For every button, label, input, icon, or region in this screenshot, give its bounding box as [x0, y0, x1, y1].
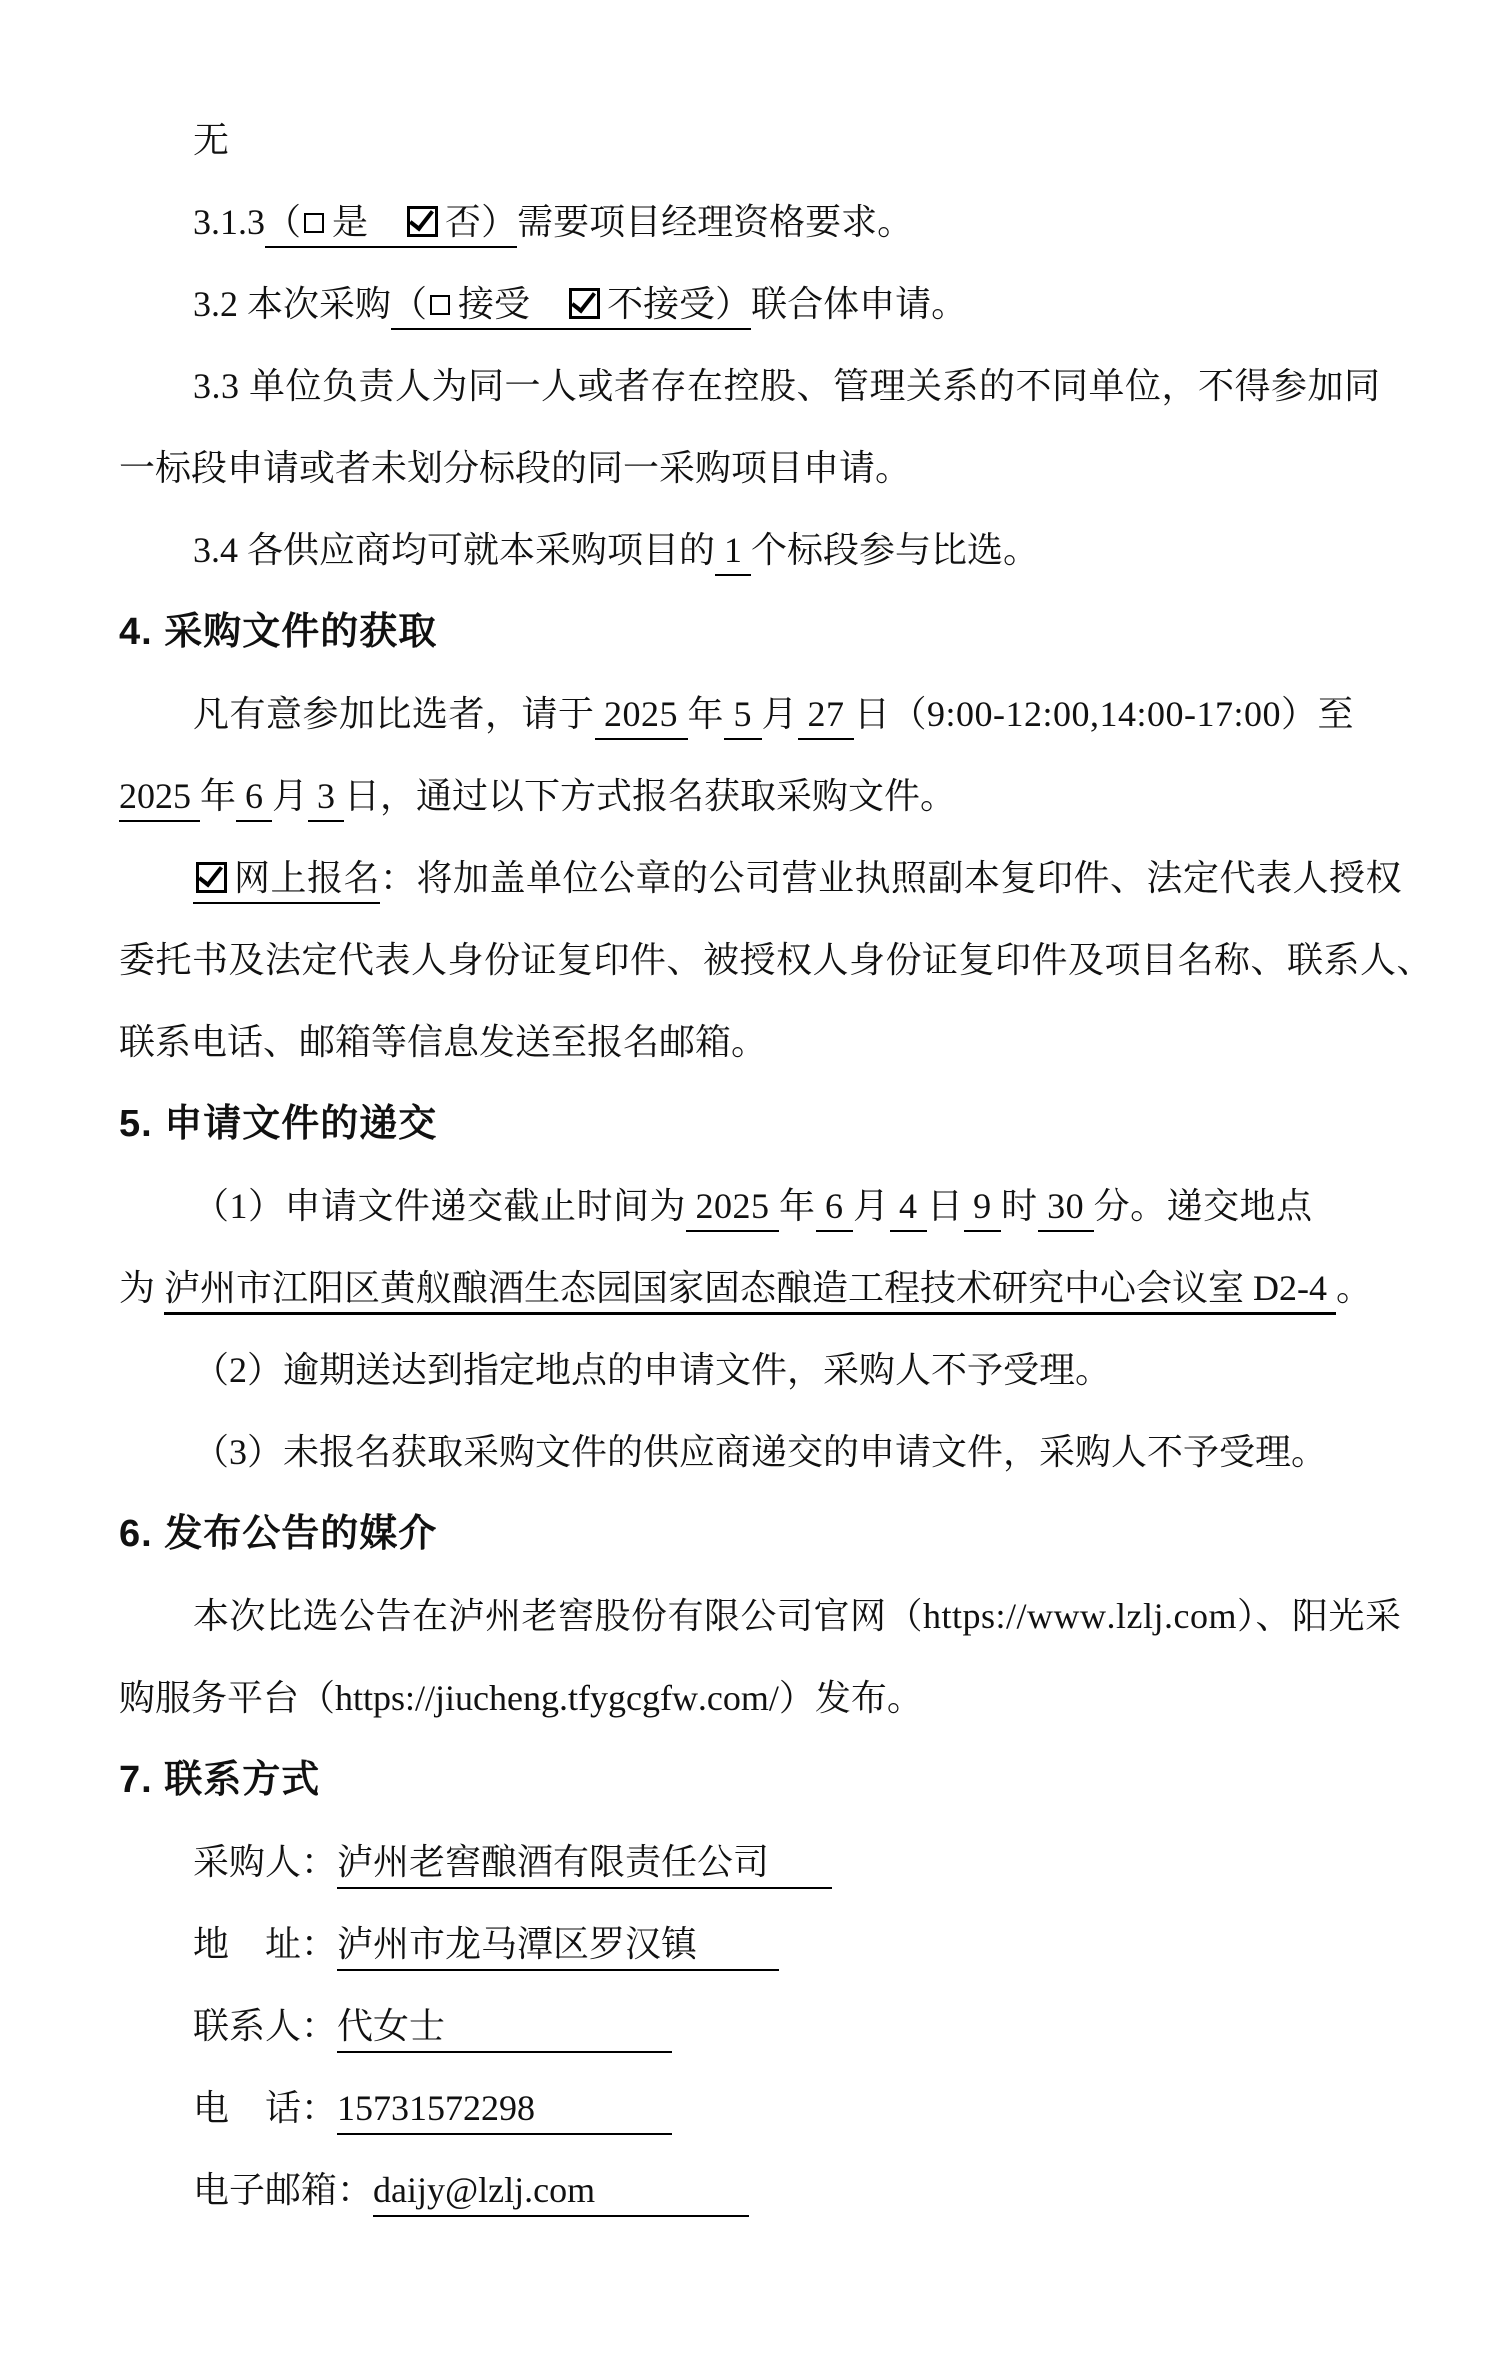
section-heading-5: [119, 1083, 1411, 1165]
line-3-2-consortium: [119, 263, 1411, 345]
text-run: 3.1.3: [193, 202, 265, 242]
line-4-obtain-a: [119, 673, 1411, 755]
text-run: 月: [272, 776, 309, 816]
contact-row-phone: [119, 2067, 1411, 2149]
line-3-1-3-project-manager: [119, 181, 1411, 263]
text-run: 6: [815, 1186, 854, 1226]
text-run: 年: [200, 776, 237, 816]
text-run: 3.3 单位负责人为同一人或者存在控股、管理关系的不同单位，不得参加同: [193, 366, 1381, 406]
line-3-3-same-controller-a: [119, 345, 1411, 427]
line-4-online-signup-b: [119, 919, 1434, 1001]
underline-field: [816, 1186, 854, 1232]
underline-field: [308, 776, 344, 822]
text-run: 27: [798, 694, 855, 734]
text-run: 是: [332, 202, 369, 242]
text-run: 不接受: [607, 284, 716, 324]
contact-row-address: [119, 1903, 1411, 1985]
text-run: （: [391, 284, 428, 324]
section-heading-6: [119, 1493, 1411, 1575]
text-run: 委托书及法定代表人身份证复印件、被授权人身份证复印件及项目名称、联系人、: [119, 940, 1434, 980]
text-run: 6. 发布公告的媒介: [119, 1513, 438, 1555]
text-run: 2025: [594, 694, 688, 734]
contact-row-person: [119, 1985, 1411, 2067]
line-4-obtain-b: [119, 755, 1411, 837]
underline-field: [193, 858, 380, 904]
text-run: 时: [1001, 1186, 1038, 1226]
text-run: 泸州市龙马潭区罗汉镇: [337, 1924, 698, 1964]
line-5-1-deadline-b: [119, 1247, 1411, 1329]
underline-field: [337, 1839, 832, 1889]
text-run: 联合体申请。: [751, 284, 968, 324]
underline-field: [595, 694, 688, 740]
underline-field: [391, 284, 751, 330]
underline-field: [337, 2085, 672, 2135]
underline-field: [798, 694, 854, 740]
text-run: 3: [308, 776, 345, 816]
text-run: 地 址：: [193, 1924, 338, 1964]
text-run: 一标段申请或者未划分标段的同一采购项目申请。: [119, 448, 912, 488]
underline-field: [890, 1186, 928, 1232]
text-run: 。: [1336, 1268, 1373, 1308]
line-none-value: [119, 99, 1411, 181]
line-4-online-signup-c: [119, 1001, 1411, 1083]
contact-row-purchaser: [119, 1821, 1411, 1903]
text-run: 泸州市江阳区黄舣酿酒生态园国家固态酿造工程技术研究中心会议室 D2-4: [164, 1268, 1337, 1308]
text-run: （3）未报名获取采购文件的供应商递交的申请文件，采购人不予受理。: [193, 1432, 1328, 1472]
text-run: 电 话：: [193, 2088, 338, 2128]
underline-field: [265, 202, 517, 248]
line-5-3-unregistered: [119, 1411, 1411, 1493]
text-run: 网上报名: [234, 858, 381, 898]
underline-field: [164, 1268, 1336, 1315]
text-run: 3.2 本次采购: [193, 284, 392, 324]
text-run: 1: [715, 530, 752, 570]
text-run: 泸州老窖酿酒有限责任公司: [337, 1842, 770, 1882]
text-run: [368, 202, 404, 242]
checkbox-checked-icon: [196, 862, 227, 893]
underline-field: [964, 1186, 1002, 1232]
text-run: 2025: [119, 776, 200, 816]
line-3-4-lot-count: [119, 509, 1411, 591]
text-run: 接受: [458, 284, 531, 324]
text-run: 4. 采购文件的获取: [119, 611, 438, 653]
text-run: 5. 申请文件的递交: [119, 1103, 438, 1145]
text-run: 年: [779, 1186, 816, 1226]
text-run: 否: [445, 202, 482, 242]
line-5-1-deadline-a: [119, 1165, 1411, 1247]
text-run: daijy@lzlj.com: [373, 2170, 596, 2210]
checkbox-checked-icon: [407, 206, 438, 237]
text-run: 需要项目经理资格要求。: [517, 202, 914, 242]
text-run: 30: [1037, 1186, 1094, 1226]
text-run: 5: [724, 694, 762, 734]
underline-field: [715, 530, 751, 576]
text-run: 9: [963, 1186, 1002, 1226]
text-run: 3.4 各供应商均可就本采购项目的: [193, 530, 716, 570]
checkbox-empty-icon: [430, 295, 450, 315]
text-run: 4: [889, 1186, 928, 1226]
text-run: 年: [687, 694, 725, 734]
text-run: 日: [927, 1186, 964, 1226]
text-run: 日（9:00-12:00,14:00-17:00）至: [854, 694, 1355, 734]
line-6-media-b: [119, 1657, 1411, 1739]
underline-field: [686, 1186, 779, 1232]
text-run: ）: [481, 202, 518, 242]
line-4-online-signup-a: [119, 837, 1411, 919]
document-body: [119, 99, 1434, 2231]
underline-field: [337, 2003, 672, 2053]
text-run: 购服务平台（https://jiucheng.tfygcgfw.com/）发布。: [119, 1678, 923, 1718]
text-run: （1）申请文件递交截止时间为: [193, 1186, 687, 1226]
section-heading-7: [119, 1739, 1411, 1821]
text-run: 分。递交地点: [1093, 1186, 1313, 1226]
contact-row-email: [119, 2149, 1411, 2231]
line-5-2-late-delivery: [119, 1329, 1411, 1411]
text-run: 7. 联系方式: [119, 1759, 321, 1801]
underline-field: [236, 776, 272, 822]
text-run: 代女士: [337, 2006, 446, 2046]
text-run: 联系人：: [193, 2006, 338, 2046]
text-run: 联系电话、邮箱等信息发送至报名邮箱。: [119, 1022, 768, 1062]
text-run: 15731572298: [337, 2088, 536, 2128]
text-run: 2025: [686, 1186, 780, 1226]
text-run: 为: [119, 1268, 165, 1308]
text-run: （2）逾期送达到指定地点的申请文件，采购人不予受理。: [193, 1350, 1112, 1390]
text-run: 凡有意参加比选者，请于: [193, 694, 595, 734]
text-run: 日，通过以下方式报名获取采购文件。: [344, 776, 957, 816]
checkbox-checked-icon: [569, 288, 600, 319]
text-run: 个标段参与比选。: [751, 530, 1040, 570]
underline-field: [373, 2167, 749, 2217]
text-run: 月: [761, 694, 799, 734]
text-run: [530, 284, 566, 324]
text-run: 本次比选公告在泸州老窖股份有限公司官网（https://www.lzlj.com）、阳光采: [193, 1596, 1402, 1636]
text-run: ：将加盖单位公章的公司营业执照副本复印件、法定代表人授权: [380, 858, 1403, 898]
line-6-media-a: [119, 1575, 1411, 1657]
underline-field: [724, 694, 762, 740]
text-run: 无: [193, 120, 230, 160]
text-run: （: [265, 202, 302, 242]
text-run: 月: [853, 1186, 890, 1226]
underline-field: [1038, 1186, 1094, 1232]
line-3-3-same-controller-b: [119, 427, 1411, 509]
text-run: ）: [715, 284, 752, 324]
underline-field: [337, 1921, 779, 1971]
text-run: 采购人：: [193, 1842, 338, 1882]
checkbox-empty-icon: [304, 213, 324, 233]
text-run: 电子邮箱：: [193, 2170, 374, 2210]
underline-field: [119, 776, 200, 822]
section-heading-4: [119, 591, 1411, 673]
text-run: 6: [236, 776, 273, 816]
